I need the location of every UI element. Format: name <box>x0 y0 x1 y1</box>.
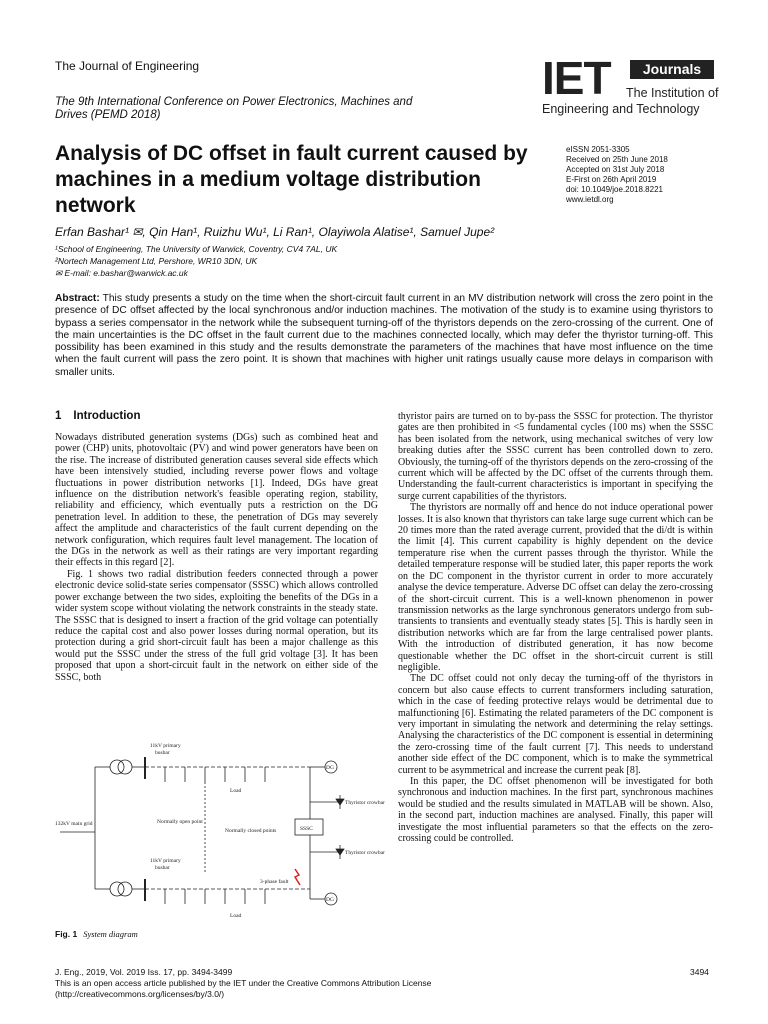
label-crowbar-top: Thyristor crowbar <box>345 800 385 806</box>
label-crowbar-bottom: Thyristor crowbar <box>345 850 385 856</box>
license <box>55 978 655 1000</box>
abstract <box>55 293 713 379</box>
logo-iet-text: IET <box>542 52 611 104</box>
section-heading <box>55 410 152 422</box>
logo-line-1: The Institution of <box>626 86 719 100</box>
section-number: 1 <box>55 410 62 422</box>
received-date: Received on 25th June 2018 <box>566 155 668 164</box>
paragraph: Fig. 1 shows two radial distribution feeders connected through a power electronic device solid-state series compensator (SSSC) which allows controlled power exchange between the two sides, exploiting the benefits of the DGs in a wider system scope without violating the network constraints in the steady state. The SSSC that is designed to insert a fraction of the grid voltage can potentially reduce the capital cost and also power losses during normal operation, but its protection during a grid short-circuit fault has been a major challenge as this would put the SSSC under the stress of the full grid voltage [3]. It has been proposed that upon a short-circuit fault in the network on either side of the SSSC, both <box>55 568 378 683</box>
fault-icon <box>295 869 300 885</box>
page-number: 3494 <box>690 967 709 977</box>
doi[interactable]: doi: 10.1049/joe.2018.8221 <box>566 185 663 194</box>
label-busbar-bottom: busbar <box>155 865 170 871</box>
journal-name: The Journal of Engineering <box>55 59 200 73</box>
paragraph: In this paper, the DC offset phenomenon will be investigated for both synchronous and induction machines. In the first part, synchronous machines would be studied and the results simulated in MATLAB will be shown. Also, in the second part, induction machines are analysed. Finally, this paper will investigate the most influential parameters so that the effects on the zero-crossing could be controlled. <box>398 776 713 845</box>
label-fault: 3-phase fault <box>260 879 289 885</box>
conference-line-2: Drives (PEMD 2018) <box>55 109 161 121</box>
abstract-text: This study presents a study on the time when the short-circuit fault current in an MV distribution network will cross the zero point in the presence of DC offset affected by the local synchronous and/or induction machines. The motivation of the study is to examine using thyristors to bypass a series compensator in the network while the subsequent turning-off of the thyristors depends on the zero-crossing of the current. One of the main uncertainties is the DC offset in the fault current due to the machines connected locally, which may defer the thyristor turning-off. This possibility has been examined in this study and the results demonstrate the parameters of the machines that have most influence on the time when the fault current will pass the zero point. It is shown that machines with higher unit ratings usually cause more delays in comparison with smaller units. <box>55 293 713 378</box>
paragraph: The thyristors are normally off and hence do not induce operational power losses. It is also known that thyristors can take large suge current which can be 20 times more than the rated average current, provided that the di/dt is within the limit [4]. This current capability is highly dependent on the device temperature rise when the current passes through the thyristor. While the detailed temperature response will be studied later, this paper reports the work on the DC component in the thyristor current in order to more accurately analyse the device temperature. Adverse DC offset can delay the zero-crossing of the short-circuit current. This is a well-known phenomenon in power transmission networks as the large synchronous generators undergo from sub-transients to transients and eventually steady states [5]. This is hardly seen in distribution networks which are far from the large centralised power plants. With the introduction of distributed generation, it has now become questionable whether the DC offset in the short-circuit current is still negligible. <box>398 502 714 673</box>
column-left <box>55 432 378 683</box>
citation: J. Eng., 2019, Vol. 2019 Iss. 17, pp. 3494-3499 <box>55 967 233 977</box>
label-main-grid: 132kV main grid <box>55 821 93 827</box>
label-load-bottom: Load <box>230 913 242 919</box>
label-dg-bottom: DG <box>326 897 334 903</box>
label-normally-open: Normally open point <box>157 819 203 825</box>
system-diagram <box>55 737 385 925</box>
figure-caption <box>55 929 138 939</box>
eissn: eISSN 2051-3305 <box>566 145 630 154</box>
label-primary-top: 11kV primary <box>150 743 181 749</box>
label-load-top: Load <box>230 788 242 794</box>
license-url[interactable]: (http://creativecommons.org/licenses/by/3.0/) <box>55 989 225 999</box>
label-normally-closed: Normally closed points <box>225 828 277 834</box>
label-dg-top: DG <box>326 765 334 771</box>
conference-name <box>55 96 475 122</box>
paragraph: Nowadays distributed generation systems (DGs) such as combined heat and power (CHP) units, photovoltaic (PV) and wind power generators have been on the rise. The increase of distributed generation causes several side effects which have been intensively studied, including reverse power flows and voltage fluctuations in power distribution networks [1]. Indeed, DGs have great influence on the distribution network's feasible operating region, stability, reliability and efficiency, which eventually puts a restriction on the DG penetration level. In addition to these, the penetration of DGs may severely affect the amplitude and characteristics of the fault current depending on the network configuration, which requires fault level management. The location of the DGs in the network as well as their ratings are very important regarding their effects in this regard [2]. <box>55 432 378 569</box>
section-title: Introduction <box>73 410 141 422</box>
paper-title: Analysis of DC offset in fault current caused by machines in a medium voltage distribution network <box>55 142 528 217</box>
paragraph: The DC offset could not only decay the turning-off of the thyristors in concern but also cause effects to current transformers including saturation, which in the case of feeding protective relays would be detrimental due to malfunctioning [6]. Estimating the related parameters of the DC component is very important in simulating the network and determining the relay settings. Analysing the characteristics of the DC component is essential in determining the zero-crossing time of the fault current [7]. This needs to understand another side effect of the DC component, which is to make the symmetrical current to be asymmetrical and increase the current peak [8]. <box>398 673 713 776</box>
label-primary-bottom: 11kV primary <box>150 858 181 864</box>
author-list: Erfan Bashar¹ ✉, Qin Han¹, Ruizhu Wu¹, Li Ran¹, Olayiwola Alatise¹, Samuel Jupe² <box>55 225 495 239</box>
label-busbar-top: busbar <box>155 750 170 756</box>
label-sssc: SSSC <box>300 826 313 832</box>
caption-text: System diagram <box>83 929 138 939</box>
logo-line-2: Engineering and Technology <box>542 102 700 116</box>
logo-journals-badge: Journals <box>630 60 714 79</box>
affiliations <box>55 243 337 279</box>
column-right <box>398 411 713 844</box>
affiliation-2: ²Nortech Management Ltd, Pershore, WR10 3DN, UK <box>55 256 258 266</box>
efirst-date: E-First on 26th April 2019 <box>566 175 657 184</box>
iet-logo <box>542 52 719 123</box>
website[interactable]: www.ietdl.org <box>566 195 614 204</box>
email[interactable]: ✉ E-mail: e.bashar@warwick.ac.uk <box>55 268 188 278</box>
abstract-label: Abstract: <box>55 293 100 304</box>
affiliation-1: ¹School of Engineering, The University of Warwick, Coventry, CV4 7AL, UK <box>55 244 338 254</box>
system-diagram-svg <box>55 737 385 925</box>
license-line-1: This is an open access article published by the IET under the Creative Commons Attribution License <box>55 978 432 988</box>
accepted-date: Accepted on 31st July 2018 <box>566 165 665 174</box>
conference-line-1: The 9th International Conference on Power Electronics, Machines and <box>55 96 413 108</box>
paragraph: thyristor pairs are turned on to by-pass the SSSC for protection. The thyristor gates are then prohibited in <5 fundamental cycles (100 ms) when the SSSC has been isolated from the network, using mechanical switches of very low breaking duties after the SSSC current has been controlled down to zero. Obviously, the turning-off of the thyristors depends on the zero-crossing of the current which will be affected by the DC offset of the currents through them. Understanding the fault-current characteristics is important in specifying the surge current capabilities of the thyristors. <box>398 411 713 502</box>
article-meta <box>566 145 668 205</box>
caption-label: Fig. 1 <box>55 929 78 939</box>
